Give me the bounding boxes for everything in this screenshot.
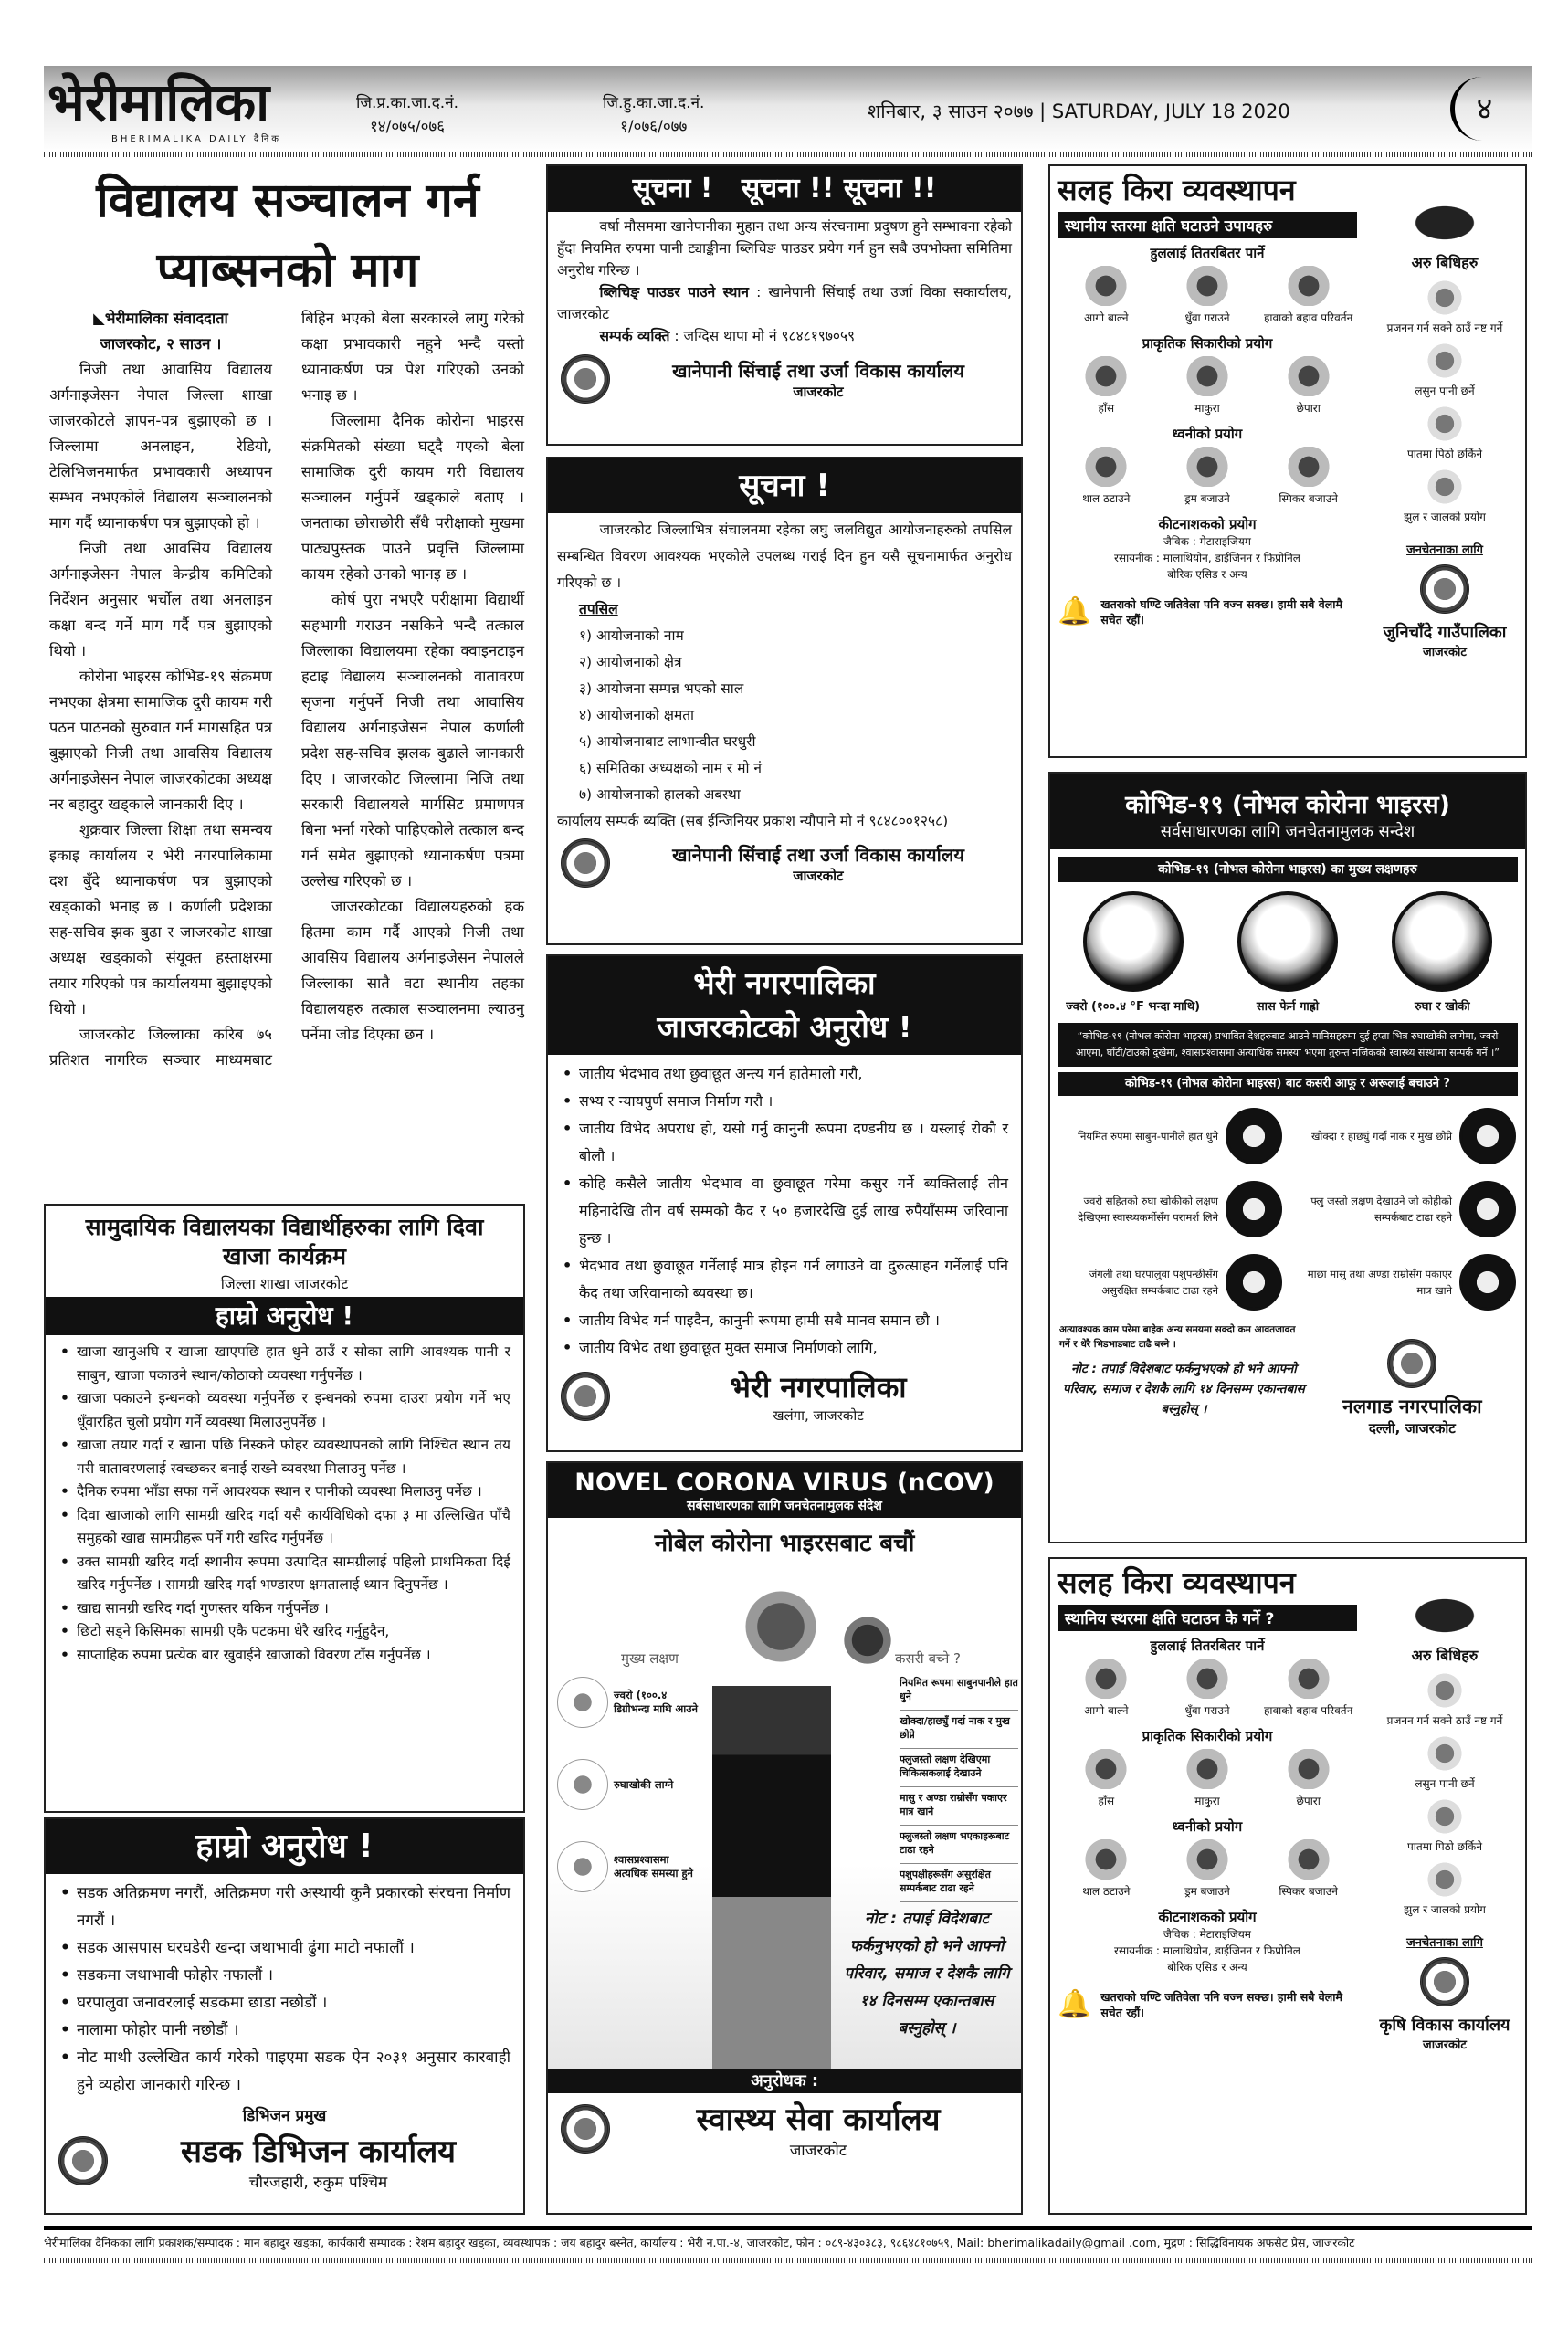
bleaching-notice	[546, 164, 1023, 446]
method-item	[1259, 1749, 1357, 1808]
method-item	[1159, 1659, 1257, 1718]
method-item	[1259, 266, 1357, 325]
method-label: हावाको बहाव परिवर्तन	[1264, 1704, 1353, 1717]
method-item	[1159, 1839, 1257, 1899]
list-item: • भेदभाव तथा छुवाछूत गर्नेलाई मात्र होइन गर्न लगाउने वा दुरुत्साहन गर्नेलाई पनि कैद तथा जरिवानाको ब्यवस्था छ।	[561, 1252, 1008, 1307]
org-name: भेरी नगरपालिका	[730, 1370, 907, 1405]
section-title: हुललाई तितरबितर पार्ने	[1150, 245, 1265, 261]
org-name: खानेपानी सिंचाई तथा उर्जा विकास कार्यालय	[672, 843, 964, 866]
method-label: छेपारा	[1296, 1795, 1321, 1807]
method-label: थाल ठटाउने	[1082, 1885, 1131, 1898]
ad-banner-line: भेरी नगरपालिका	[693, 965, 876, 1001]
method-icon	[1281, 447, 1336, 487]
other-methods-title: अरु बिधिहरु	[1411, 254, 1479, 271]
article-paragraph: जाजरकोट जिल्लाका करिब ७५ प्रतिशत नागरिक सञ्चार माध्यमबाट बिहिन भएको बेला सरकारले लागु गरेको कक्षा प्रभावकारी नहुने भन्दै यस्तो ध्यानाकर्षण पत्र पेश गरिएको उनको भनाइ छ ।	[49, 310, 524, 1069]
protection-icon	[1226, 1254, 1282, 1311]
contact-value: : जग्दिस थापा मो नं ९८४८१९७०५९	[669, 328, 856, 344]
symptom-label: सास फेर्न गाह्रो	[1256, 1000, 1320, 1014]
article-dateline: जाजरकोट, २ साउन ।	[100, 335, 222, 353]
list-item: ३) आयोजना सम्पन्न भएको साल	[579, 680, 744, 697]
pesticide-line: जैविक : मेटाराइजियम	[1163, 535, 1251, 548]
ad-title: कोभिड-१९ (नोभल कोरोना भाइरस)	[1125, 791, 1450, 819]
ad-title: NOVEL CORONA VIRUS (nCOV)	[574, 1469, 994, 1497]
contact-line: कार्यालय सम्पर्क ब्यक्ति (सब ईन्जिनियर प्रकाश न्यौपाने मो नं ९८४८००१२५८)	[557, 813, 949, 829]
protection-label: नियमित रुपमा साबुन-पानीले हात धुने	[1078, 1130, 1218, 1143]
locust-main	[1050, 1559, 1364, 2213]
method-item	[1159, 266, 1257, 325]
method-icon	[1422, 1670, 1468, 1711]
symptoms-list	[557, 1677, 703, 1923]
notice-body: वर्षा मौसममा खानेपानीका मुहान तथा अन्य संरचनामा प्रदुषण हुने सम्भावना रहेको हुँदा नियमित रुपमा पानी ट्याङ्कीमा ब्लिचिङ पाउडर प्रयेग गर्न हुन सबै उपभोक्ता समितिमा अनुरोध गरिन्छ ।	[557, 218, 1012, 279]
protection-item	[1059, 1176, 1282, 1242]
protection-icon	[1226, 1181, 1282, 1237]
method-grid	[1058, 262, 1357, 329]
locust-side	[1364, 1559, 1525, 2213]
org-name: खानेपानी सिंचाई तथा उर्जा विकास कार्यालय	[672, 359, 964, 382]
method-icon	[1422, 404, 1468, 444]
corona-illustration	[548, 1558, 1021, 2069]
method-grid	[1058, 1655, 1357, 1722]
prevention-list	[900, 1672, 1018, 1902]
bell-icon: 🔔	[1058, 595, 1092, 627]
ad-banner: हाम्रो अनुरोध !	[46, 1819, 523, 1874]
method-icon	[1422, 341, 1468, 381]
corona-awareness-ad	[546, 1461, 1023, 2215]
pesticide-line: बोरिक एसिड र अन्य	[1167, 568, 1247, 581]
method-item	[1159, 356, 1257, 416]
protection-item	[1059, 1103, 1282, 1169]
method-icon	[1281, 1749, 1336, 1789]
details-list	[579, 623, 1012, 808]
org-place: जाजरकोट	[1423, 646, 1467, 659]
alert-text: खतराको घण्टि जतिवेला पनि वज्न सक्छ। हामी सबै वेलामै सचेत रहौं।	[1100, 1989, 1342, 2019]
method-label: हावाको बहाव परिवर्तन	[1264, 311, 1353, 324]
prevention-title: कसरी बच्ने ?	[895, 1650, 962, 1667]
method-label: लसुन पानी छर्ने	[1415, 1777, 1475, 1790]
method-label: हाँस	[1098, 402, 1115, 415]
symptom-item	[557, 1677, 703, 1728]
method-item	[1259, 447, 1357, 506]
bheri-municipality-ad	[546, 954, 1023, 1452]
method-icon	[1281, 1839, 1336, 1880]
method-icon	[1180, 266, 1235, 306]
method-label: ड्रम बजाउने	[1184, 492, 1230, 505]
symptom-label: श्वासप्रश्वासमा अत्यधिक समस्या हुने	[614, 1853, 693, 1880]
prevention-item: खोक्दा/हाछ्युँ गर्दा नाक र मुख छोप्ने	[900, 1711, 1018, 1749]
imprint-line: भेरीमालिका दैनिकका लागि प्रकाशक/सम्पादक : मान बहादुर खड्का, कार्यकारी सम्पादक : रेशम बहादुर खड्का, व्यवस्थापक : जय बहादुर बस्नेत, कार्यालय : भेरी न.पा.-४, जाजरकोट, फोन : ०८९-४३०३८३, ९८६४८१०७५९, Mail: bherimalikadaily@gmail .com, मुद्रण : सिद्धिविनायक अफसेट प्रेस, जाजरकोट	[44, 2236, 1355, 2249]
article-headline: विद्यालय सञ्चालन गर्न प्याब्सनको माग	[96, 174, 479, 298]
alert-row	[1058, 1988, 1357, 2020]
list-item: • जातीय विभेद तथा छुवाछूत मुक्त समाज निर्माणको लागि,	[561, 1334, 1008, 1362]
method-grid	[1058, 353, 1357, 419]
method-icon	[1180, 447, 1235, 487]
requester-label: अनुरोधक :	[548, 2069, 1021, 2093]
method-grid	[1058, 1836, 1357, 1902]
method-label: ड्रम बजाउने	[1184, 1885, 1230, 1898]
method-label: माकुरा	[1194, 402, 1220, 415]
meal-request-list	[46, 1335, 523, 1672]
method-label: धुँवा गराउने	[1184, 1704, 1230, 1717]
other-methods-title: अरु बिधिहरु	[1411, 1647, 1479, 1664]
method-icon	[1422, 1859, 1468, 1900]
locust-image	[1377, 184, 1512, 248]
list-item: • सडकमा जथाभावी फोहोर नफालौं ।	[58, 1962, 510, 1989]
footer-pattern	[44, 2258, 1532, 2263]
article-paragraph: कोरोना भाइरस कोभिड-१९ संक्रमण नभएका क्षेत्रमा सामाजिक दुरी कायम गरी पठन पाठनको सुरुवात गर्न मागसहित पत्र बुझाएको निजी तथा आवसिय विद्यालय अर्गनाइजेसन नेपाल जाजरकोटका अध्यक्ष नर बहादुर खड्काले जानकारी दिए ।	[49, 668, 272, 813]
virus-icon	[840, 1613, 895, 1668]
list-item: • सभ्य र न्यायपुर्ण समाज निर्माण गरौ ।	[561, 1088, 1008, 1115]
method-label: पातमा पिठो छर्किने	[1406, 448, 1483, 460]
list-item: • घरपालुवा जनावरलाई सडकमा छाडा नछोडौं ।	[58, 1989, 510, 2017]
method-icon	[1422, 1733, 1468, 1774]
locust-management-ad	[1048, 164, 1527, 758]
place-label: ब्लिचिङ् पाउडर पाउने स्थान	[599, 284, 750, 300]
method-label: छेपारा	[1296, 402, 1321, 415]
symptom-item	[1065, 891, 1202, 1014]
list-title: तपसिल	[579, 601, 618, 617]
prevention-item: पशुपक्षीहरूसँग असुरक्षित सम्पर्कबाट टाढा रहने	[900, 1864, 1018, 1902]
method-label: थाल ठटाउने	[1082, 492, 1131, 505]
signatory: डिभिजन प्रमुख	[242, 2107, 327, 2125]
list-item: • जातीय विभेद गर्न पाइदैन, कानुनी रूपमा हामी सबै मानव समान छौ ।	[561, 1307, 1008, 1334]
nepal-emblem-icon	[561, 1372, 610, 1421]
reg-value: १४/०७५/०७६	[369, 118, 446, 136]
method-item	[1058, 447, 1155, 506]
list-item: • साप्ताहिक रुपमा प्रत्येक बार खुवाईने खाजाको विवरण टाँस गर्नुपर्नेछ ।	[58, 1644, 510, 1668]
reg-label: जि.हु.का.जा.द.नं.	[603, 94, 705, 112]
nepal-emblem-icon	[1420, 1957, 1469, 2006]
nepal-emblem-icon	[1387, 1339, 1436, 1388]
reg-label: जि.प्र.का.जा.द.नं.	[356, 94, 459, 112]
registration-1	[356, 91, 458, 139]
method-label: आगो बाल्ने	[1084, 311, 1129, 324]
prevention-item: फ्लुजस्तो लक्षण देखिएमा चिकित्सकलाई देखाउने	[900, 1749, 1018, 1787]
ad-subtitle: जिल्ला शाखा जाजरकोट	[220, 1275, 349, 1292]
advice-text: अत्यावश्यक काम परेमा बाहेक अन्य समयमा सक्दो कम आवतजावत गर्ने र धेरै भिडभाडबाट टाढै बस्ने ।	[1059, 1324, 1296, 1350]
list-item: • सडक आसपास घरघडेरी खन्दा जथाभावी ढुंगा माटो नफालौं ।	[58, 1934, 510, 1962]
method-item	[1259, 356, 1357, 416]
list-item: • सडक अतिक्रमण नगरौं, अतिक्रमण गरी अस्थायी कुनै प्रकारको संरचना निर्माण नगरौं ।	[58, 1880, 510, 1934]
ad-headline: नोबेल कोरोना भाइरसबाट बचौं	[654, 1530, 915, 1557]
road-division-ad	[44, 1817, 525, 2215]
org-place: जाजरकोट	[789, 2142, 847, 2160]
method-item	[1259, 1839, 1357, 1899]
article-body	[49, 306, 524, 1196]
method-label: लसुन पानी छर्ने	[1415, 384, 1475, 397]
ad-subtitle: सर्बसाधारणका लागि जनचेतनामुलक संदेश	[687, 1499, 882, 1513]
logo-subtitle: BHERIMALIKA DAILY दैनिक	[111, 134, 281, 144]
article-paragraph: जाजरकोटका विद्यालयहरुको हक हितमा काम गर्दै आएको निजी तथा आवसिय विद्यालय अर्गनाइजेसन नेपालले जिल्लाका सातै वटा स्थानीय तहका विद्यालयहरु तत्काल सञ्चालनमा ल्याउनु पर्नेमा जोड दिएका छन ।	[301, 898, 524, 1043]
org-name: नलगाड नगरपालिका	[1342, 1395, 1482, 1417]
locust-layout	[1050, 166, 1525, 756]
org-place: दल्ली, जाजरकोट	[1368, 1420, 1456, 1437]
article-paragraph: जिल्लामा दैनिक कोरोना भाइरस संक्रमितको संख्या घट्दै गएको बेला सामाजिक दुरी कायम गरी विद्यालय सञ्चालन गर्नुपर्ने खड्काले बताए । जनताका छोराछोरी सँधै परीक्षाको मुखमा पाठ्यपुस्तक पाउने प्रवृत्ति जिल्लामा कायम रहेको उनको भानइ छ ।	[301, 412, 524, 583]
prevention-item: फ्लुजस्तो लक्षण भएकाहरूबाट टाढा रहने	[900, 1826, 1018, 1864]
ad-banner-line: जाजरकोटको अनुरोध !	[657, 1009, 912, 1045]
bheri-request-list	[548, 1055, 1021, 1367]
locust-image	[1377, 1577, 1512, 1641]
method-label: स्पिकर बजाउने	[1279, 1885, 1338, 1898]
org-name: जुनिचाँदे गाउँपालिका	[1383, 623, 1507, 642]
protection-grid	[1050, 1096, 1525, 1322]
list-item: २) आयोजनाको क्षेत्र	[579, 654, 682, 670]
ad-title: सलह किरा व्यवस्थापन	[1058, 1565, 1296, 1600]
logo-text: भेरीमालिका	[47, 71, 270, 133]
sneezing-man-figure	[712, 1686, 831, 2069]
list-item: • जातीय विभेद अपराध हो, यसो गर्नु कानुनी रूपमा दण्डनीय छ । यस्लाई रोकौ र बोलौ ।	[561, 1115, 1008, 1170]
protection-icon	[1226, 1108, 1282, 1164]
protection-label: खोक्दा र हाछ्युं गर्दा नाक र मुख छोप्ने	[1310, 1130, 1452, 1143]
locust-management-ad-2	[1048, 1557, 1527, 2215]
method-item	[1159, 1749, 1257, 1808]
list-item: • खाजा तयार गर्दा र खाना पछि निस्कने फोहर व्यवस्थापनको लागि निश्चित स्थान तय गरी वातावरणलाई स्वच्छकर बनाई राख्ने व्यवस्था मिलाउनु पर्नेछ ।	[58, 1434, 510, 1480]
method-icon	[1281, 356, 1336, 396]
article-paragraph: शुक्रवार जिल्ला शिक्षा तथा समन्वय इकाइ कार्यालय र भेरी नगरपालिकामा दश बुँदे ध्यानाकर्षण पत्र बुझाएको खड्काको भनाइ छ । कर्णाली प्रदेशका सह-सचिव झक बुढा र जाजरकोट शाखा अध्यक्ष खड्काको संयूक्त हस्ताक्षरमा तयार गरिएको पत्र कार्यालयमा बुझाइएको थियो ।	[49, 821, 272, 1017]
method-item	[1159, 447, 1257, 506]
notice-body: जाजरकोट जिल्लाभित्र संचालनमा रहेका लघु जलविद्युत आयोजनाहरुको तपसिल सम्बन्धित विवरण आवश्यक भएकोले उपलब्ध गराई दिन हुन यसै सूचनामार्फत अनुरोध गरिएको छ ।	[557, 521, 1012, 591]
header-divider	[44, 152, 1532, 157]
nepal-emblem-icon	[1420, 564, 1469, 614]
nepal-emblem-icon	[561, 838, 610, 888]
prevention-item: नियमित रूपमा साबुनपानीले हात धुने	[900, 1672, 1018, 1711]
reg-value: १/०७६/०७७	[620, 118, 688, 136]
list-item: • खाजा खानुअघि र खाजा खाएपछि हात धुने ठाउँ र सोका लागि आवश्यक पानी र साबुन, खाजा पकाउने स्थान/कोठाको व्यवस्था गर्नुपर्नेछ ।	[58, 1341, 510, 1387]
method-item	[1259, 1659, 1357, 1718]
method-icon	[1079, 356, 1133, 396]
org-name: स्वास्थ्य सेवा कार्यालय	[696, 2101, 941, 2138]
protection-item	[1293, 1249, 1516, 1315]
method-item	[1058, 356, 1155, 416]
nepal-emblem-icon	[561, 354, 610, 404]
list-item: • जातीय भेदभाव तथा छुवाछूत अन्त्य गर्न हातेमालो गरौ,	[561, 1060, 1008, 1088]
list-item: • कोहि कसैले जातीय भेदभाव वा छुवाछूत गरेमा कसुर गर्ने ब्यक्तिलाई तीन महिनादेखि तीन वर्ष सम्मको कैद र ५० हजारदेखि दुई लाख रुपैयाँसम्म जरिवाना हुन्छ ।	[561, 1170, 1008, 1252]
org-place: जाजरकोट	[1423, 2038, 1467, 2052]
ad-banner: हाम्रो अनुरोध !	[46, 1297, 523, 1335]
method-label: आगो बाल्ने	[1084, 1704, 1129, 1717]
method-icon	[1079, 1749, 1133, 1789]
quarantine-note: नोट : तपाई विदेशबाट फर्कनुभएको हो भने आफ्नो परिवार, समाज र देशकै लागि १४ दिनसम्म एकान्तबास बस्नुहोस् ।	[1062, 1362, 1305, 1416]
road-request-list	[46, 1874, 523, 2104]
org-place: खलंगा, जाजरकोट	[773, 1407, 864, 1424]
method-label: प्रजनन गर्न सक्ने ठाउँ नष्ट गर्ने	[1386, 1714, 1503, 1727]
method-label: झुल र जालको प्रयोग	[1404, 1903, 1486, 1916]
face-icon	[1392, 891, 1492, 992]
article-paragraph: निजी तथा आवासिय विद्यालय अर्गनाइजेसन नेपाल जिल्ला शाखा जाजरकोटले ज्ञापन-पत्र बुझाएको छ । जिल्लामा अनलाइन, रेडियो, टेलिभिजनमार्फत प्रभावकारी अध्यापन सम्भव नभएकोले विद्यालय सञ्चालनको माग गर्दै ध्यानाकर्षण पत्र बुझाएको हो ।	[49, 361, 272, 532]
method-icon	[1079, 447, 1133, 487]
method-icon	[1281, 1659, 1336, 1699]
protection-label: जंगली तथा घरपालुवा पशुपन्छीसँग असुरक्षित सम्पर्कबाट टाढा रहने	[1089, 1268, 1218, 1297]
issue-date: शनिबार, ३ साउन २०७७ | SATURDAY, JULY 18 2020	[868, 100, 1290, 122]
notice-banner: सूचना ! सूचना !! सूचना !!	[548, 166, 1021, 212]
symptom-item	[557, 1759, 703, 1810]
list-item: • नोट माथी उल्लेखित कार्य गरेको पाइएमा सडक ऐन २०३१ अनुसार कारबाही हुने व्यहोरा जानकारी गरिन्छ ।	[58, 2044, 510, 2099]
nepal-emblem-icon	[561, 2104, 610, 2154]
method-label: स्पिकर बजाउने	[1279, 492, 1338, 505]
section-title: ध्वनीको प्रयोग	[1172, 426, 1243, 442]
org-place: जाजरकोट	[793, 867, 844, 884]
section-title: प्राकृतिक सिकारीको प्रयोग	[1142, 335, 1273, 352]
symptom-item	[557, 1841, 703, 1892]
method-item	[1058, 1659, 1155, 1718]
list-item: • दैनिक रुपमा भाँडा सफा गर्ने आवश्यक स्थान र पानीको व्यवस्था मिलाउनु पर्नेछ ।	[58, 1480, 510, 1504]
ad-subtitle: सर्वसाधारणका लागि जनचेतनामुलक सन्देश	[1160, 822, 1415, 841]
pesticide-line: रसायनीक : मालाथियोन, डाईजिनन र फिप्रोनिल	[1114, 1944, 1300, 1957]
list-item: • खाजा पकाउने इन्धनको व्यवस्था गर्नुपर्नेछ र इन्धनको रुपमा दाउरा प्रयोग गर्ने भए धूँवारहित चुलो प्रयोग गर्ने व्यवस्था मिलाउनुपर्नेछ ।	[58, 1387, 510, 1434]
alert-row	[1058, 595, 1357, 627]
person-icon	[557, 1759, 608, 1810]
method-item	[1058, 266, 1155, 325]
protection-icon	[1459, 1108, 1516, 1164]
method-item	[1058, 1839, 1155, 1899]
ad-title: सामुदायिक विद्यालयका विद्यार्थीहरुका लागि दिवा खाजा कार्यक्रम	[85, 1214, 484, 1269]
ad-title: सलह किरा व्यवस्थापन	[1058, 173, 1296, 207]
prevention-item: मासु र अण्डा राम्रोसँग पकाएर मात्र खाने	[900, 1787, 1018, 1826]
method-icon	[1079, 1659, 1133, 1699]
footer-divider	[44, 2226, 1532, 2230]
method-icon	[1180, 1749, 1235, 1789]
list-item: • उक्त सामग्री खरिद गर्दा स्थानीय रूपमा उत्पादित सामग्रीलाई पहिलो प्राथमिकता दिई खरिद गर्नुपर्नेछ । सामग्री खरिद गर्दा भण्डारण क्षमतालाई ध्यान दिनुपर्नेछ ।	[58, 1551, 510, 1597]
section-title: कीटनाशकको प्रयोग	[1158, 1909, 1257, 1925]
article-byline: ◣भेरीमालिका संवाददाता	[93, 310, 228, 327]
pesticide-line: रसायनीक : मालाथियोन, डाईजिनन र फिप्रोनिल	[1114, 552, 1300, 564]
list-item: • खाद्य सामग्री खरिद गर्दा गुणस्तर यकिन गर्नुपर्नेछ ।	[58, 1597, 510, 1621]
method-icon	[1180, 1659, 1235, 1699]
method-grid	[1058, 443, 1357, 510]
method-label: पातमा पिठो छर्किने	[1406, 1840, 1483, 1853]
protection-label: फ्लु जस्तो लक्षण देखाउने जो कोहीको सम्पर्कबाट टाढा रहने	[1310, 1195, 1452, 1224]
notice-banner: सूचना !	[548, 458, 1021, 513]
protection-item	[1293, 1176, 1516, 1242]
pesticide-line: जैविक : मेटाराइजियम	[1163, 1928, 1251, 1941]
list-item: ५) आयोजनाबाट लाभान्वीत घरधुरी	[579, 733, 756, 750]
org-place: जाजरकोट	[793, 383, 844, 400]
virus-icon	[740, 1585, 822, 1668]
section-title: हुललाई तितरबितर पार्ने	[1150, 1638, 1265, 1654]
awareness-label: जनचेतनाका लागि	[1406, 1936, 1483, 1950]
list-item: • नालामा फोहोर पानी नछोडौं ।	[58, 2017, 510, 2044]
awareness-label: जनचेतनाका लागि	[1406, 543, 1483, 557]
person-icon	[557, 1677, 608, 1728]
symptom-label: रुघा र खोकी	[1415, 1000, 1470, 1014]
method-label: झुल र जालको प्रयोग	[1404, 511, 1486, 523]
face-icon	[1237, 891, 1338, 992]
person-icon	[557, 1841, 608, 1892]
protection-label: माछा मासु तथा अण्डा राम्रोसँग पकाएर मात्र खाने	[1307, 1268, 1452, 1297]
method-grid	[1058, 1745, 1357, 1812]
list-item: ७) आयोजनाको हालको अबस्था	[579, 786, 741, 803]
method-icon	[1422, 467, 1468, 507]
list-item: ६) समितिका अध्यक्षको नाम र मो नं	[579, 760, 763, 776]
list-item: ४) आयोजनाको क्षमता	[579, 707, 695, 723]
locust-main	[1050, 166, 1364, 756]
section-title: ध्वनीको प्रयोग	[1172, 1818, 1243, 1835]
bell-icon: 🔔	[1058, 1988, 1092, 2020]
symptom-item	[1219, 891, 1356, 1014]
org-name: सडक डिभिजन कार्यालय	[181, 2133, 456, 2170]
article-paragraph: निजी तथा आवसिय विद्यालय अर्गनाइजेसन नेपाल केन्द्रीय कमिटिको निर्देशन अनुसार भर्चोल तथा अनलाइन कक्षा बन्द गर्ने माग गर्दै पत्र बुझाएको थियो ।	[49, 540, 272, 659]
section-title: कीटनाशकको प्रयोग	[1158, 516, 1257, 532]
protection-icon	[1459, 1254, 1516, 1311]
symptom-item	[1373, 891, 1510, 1014]
symptom-label: ज्वरो (१००.४ °F भन्दा माथि)	[1066, 1000, 1201, 1014]
method-icon	[1180, 356, 1235, 396]
hydropower-notice	[546, 457, 1023, 945]
method-icon	[1422, 278, 1468, 318]
nepal-emblem-icon	[58, 2136, 108, 2185]
method-icon	[1079, 266, 1133, 306]
method-label: धुँवा गराउने	[1184, 311, 1230, 324]
protection-item	[1293, 1103, 1516, 1169]
pesticide-line: बोरिक एसिड र अन्य	[1167, 1961, 1247, 1974]
method-item	[1058, 1749, 1155, 1808]
symptoms-title: मुख्य लक्षण	[621, 1650, 679, 1667]
method-label: हाँस	[1098, 1795, 1115, 1807]
face-icon	[1083, 891, 1184, 992]
symptoms-row	[1050, 882, 1525, 1023]
advice-quote: “कोभिड-१९ (नोभल कोरोना भाइरस) प्रभावित देशहरुबाट आउने मानिसहरुमा दुई हप्ता भित्र रुघाखोकी लागेमा, ज्वरो आएमा, घाँटी/टाउको दुखेमा, श्वासप्रश्वासमा अत्याधिक समस्या भएमा तुरुन्त नजिकको स्वास्थ्य संस्थामा सम्पर्क गर्ने ।”	[1058, 1023, 1518, 1067]
registration-2	[603, 91, 704, 139]
meal-program-ad	[44, 1204, 525, 1813]
method-icon	[1422, 1796, 1468, 1837]
protection-icon	[1459, 1181, 1516, 1237]
method-icon	[1079, 1839, 1133, 1880]
page-number: ४	[1450, 77, 1514, 141]
method-icon	[1180, 1839, 1235, 1880]
symptoms-bar: कोभिड-१९ (नोभल कोरोना भाइरस) का मुख्य लक्षणहरु	[1058, 857, 1518, 882]
alert-text: खतराको घण्टि जतिवेला पनि वज्न सक्छ। हामी सबै वेलामै सचेत रहौं।	[1100, 596, 1342, 627]
symptom-label: रुघाखोकी लाग्ने	[614, 1777, 674, 1791]
protection-label: ज्वरो सहितको रुघा खोकीको लक्षण देखिएमा स्वास्थ्यकर्मीसँग परामर्श लिने	[1078, 1195, 1218, 1224]
org-name: कृषि विकास कार्यालय	[1379, 2016, 1510, 2035]
covid-awareness-ad	[1048, 772, 1527, 1543]
locust-layout	[1050, 1559, 1525, 2213]
list-item: • छिटो सड्ने किसिमका सामग्री एकै पटकमा धेरै खरिद गर्नुहुदैन,	[58, 1620, 510, 1644]
section-title: प्राकृतिक सिकारीको प्रयोग	[1142, 1728, 1273, 1744]
article-paragraph: कोर्ष पुरा नभएरै परीक्षामा विद्यार्थी सहभागी गराउन नसकिने भन्दै तत्काल जिल्लाका विद्यालयमा रहेका क्वाइनटाइन हटाइ विद्यालय सञ्चालनको वातावरण सृजना गर्नुपर्ने निजी तथा आवासिय विद्यालय अर्गनाइजेसन नेपाल कर्णाली प्रदेश सह-सचिव झलक बुढाले जानकारी दिए । जाजरकोट जिल्लामा निजि तथा सरकारी विद्यालयले मार्गसिट प्रमाणपत्र बिना भर्ना गरेको पाहिएकोले तत्काल बन्द गर्न समेत बुझाएको ध्यानाकर्षण पत्रमा उल्लेख गरिएको छ ।	[301, 591, 524, 890]
locust-side	[1364, 166, 1525, 756]
ad-subtitle: स्थानीय स्तरमा क्षति घटाउने उपायहरु	[1058, 212, 1357, 238]
symptom-label: ज्वरो (१००.४ डिग्रीभन्दा माथि आउने	[614, 1689, 698, 1715]
list-item: १) आयोजनाको नाम	[579, 627, 684, 644]
protection-item	[1059, 1249, 1282, 1315]
newspaper-logo	[47, 73, 321, 148]
protection-bar: कोभिड-१९ (नोभल कोरोना भाइरस) बाट कसरी आफू र अरूलाई बचाउने ?	[1058, 1072, 1518, 1096]
list-item: • दिवा खाजाको लागि सामग्री खरिद गर्दा यसै कार्यविधिको दफा ३ मा उल्लिखित पाँचै समुहको खाद्य सामग्रीहरू पर्ने गरी खरिद गर्नुपर्नेछ ।	[58, 1504, 510, 1551]
method-label: माकुरा	[1194, 1795, 1220, 1807]
contact-label: सम्पर्क व्यक्ति	[599, 328, 670, 344]
place-value: : खानेपानी सिंचाई तथा उर्जा विका सकार्यालय, जाजरकोट	[557, 284, 1012, 322]
method-label: प्रजनन गर्न सक्ने ठाउँ नष्ट गर्ने	[1386, 321, 1503, 334]
quarantine-note: नोट : तपाई विदेशबाट फर्कनुभएको हो भने आफ्नो परिवार, समाज र देशकै लागि १४ दिनसम्म एकान्तबास बस्नुहोस् ।	[844, 1910, 1010, 2038]
method-icon	[1281, 266, 1336, 306]
ad-subtitle: स्थानिय स्थरमा क्षति घटाउन के गर्ने ?	[1058, 1605, 1357, 1631]
org-place: चौरजहारी, रुकुम पश्चिम	[248, 2174, 388, 2192]
